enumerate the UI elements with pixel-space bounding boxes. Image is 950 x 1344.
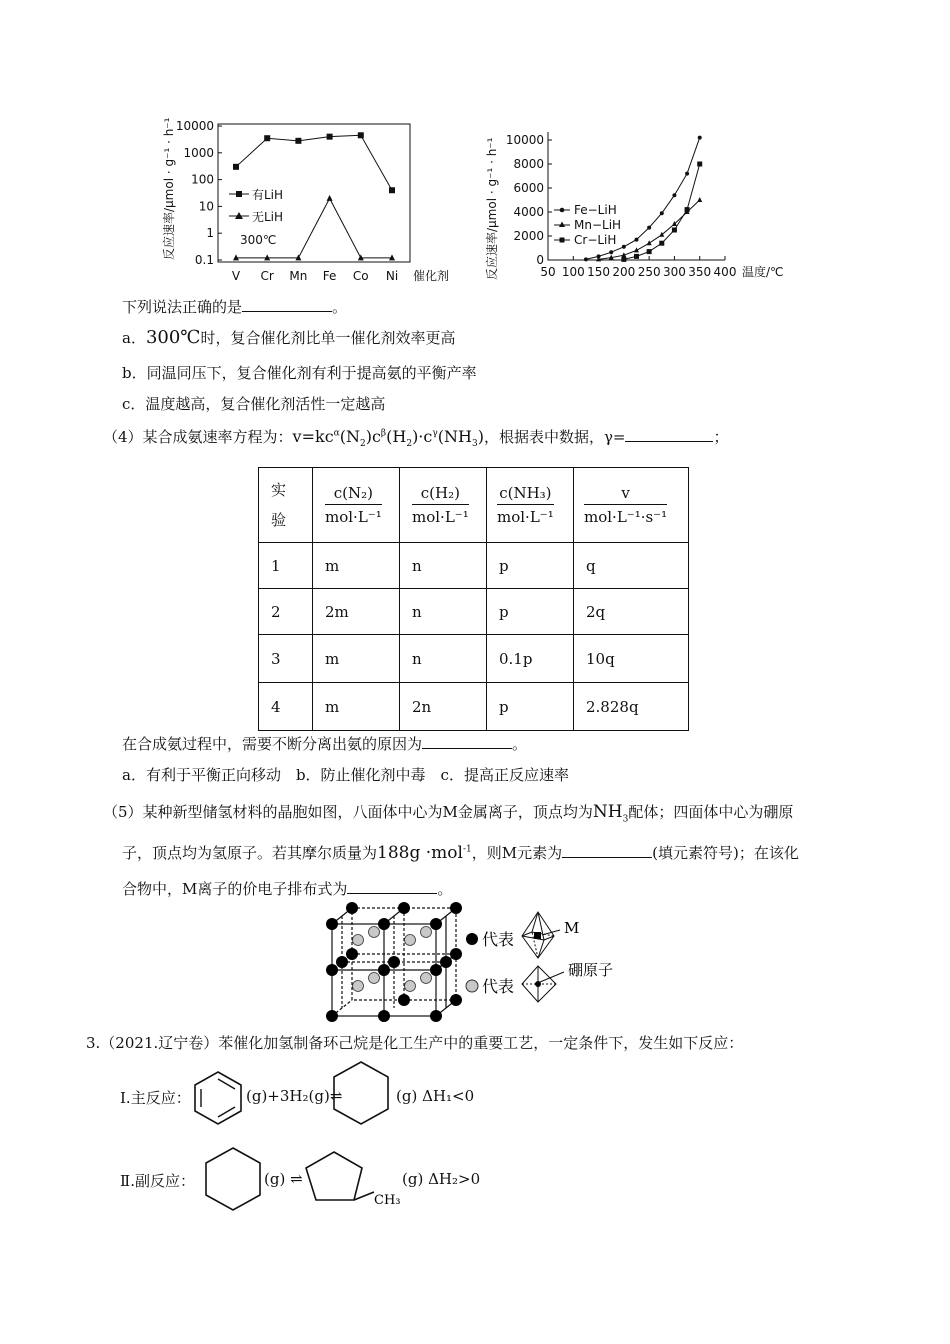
q4-followup: 在合成氨过程中，需要不断分离出氨的原因为 。 (122, 735, 528, 753)
table-row (259, 683, 689, 731)
metal-ion-atom (326, 1010, 338, 1022)
cell: 3 (259, 635, 313, 683)
data-point (609, 250, 613, 254)
x-tick-label: 150 (587, 265, 611, 279)
metal-ion-atom (430, 1010, 442, 1022)
y-tick-label: 100 (191, 172, 214, 187)
data-point (634, 254, 639, 259)
data-point (295, 138, 301, 144)
q5-line-1: （5）某种新型储氢材料的晶胞如图，八面体中心为M金属离子，顶点均为$NH_3$配体；四面体中心为硼原 (103, 802, 794, 825)
data-point (622, 245, 626, 249)
cell: n (400, 589, 487, 635)
main-reaction-end: (g) ΔH₁<0 (396, 1087, 475, 1105)
metal-ion-atom (398, 902, 410, 914)
x-tick-label: Fe (322, 269, 337, 283)
side-reaction-label: Ⅱ.副反应： (120, 1172, 195, 1190)
y-tick-label: 10000 (175, 119, 214, 133)
header-c-n2: $\frac{\text{c(N₂)}}{\text{mol·L⁻¹}}$ (313, 468, 400, 543)
cell: m (313, 683, 400, 731)
q3-prompt: 下列说法正确的是 。 (122, 298, 348, 316)
data-point (697, 162, 702, 167)
boron-atom (353, 935, 364, 946)
x-tick-label: 100 (561, 265, 585, 279)
chart1-xlabel: 催化剂 (413, 269, 450, 283)
cell: 2.828q (574, 683, 689, 731)
data-point (647, 240, 652, 245)
data-point (358, 132, 364, 138)
data-point (621, 257, 626, 262)
answer-blank[interactable] (242, 297, 332, 312)
y-tick-label: 2000 (513, 229, 544, 243)
data-point (672, 193, 676, 197)
element-answer-blank[interactable] (562, 843, 652, 858)
data-point (358, 254, 364, 260)
y-tick-label: 1 (206, 226, 214, 241)
y-tick-label: 1000 (183, 145, 214, 160)
table-row (259, 635, 689, 683)
x-tick-label: Cr (260, 269, 274, 283)
answer-blank[interactable] (422, 734, 512, 749)
data-point (697, 197, 702, 202)
boron-atom (405, 935, 416, 946)
data-point (672, 228, 677, 233)
data-point (295, 254, 301, 260)
data-point (685, 207, 690, 212)
cyclohexane-structure-icon (330, 1058, 392, 1128)
data-point (233, 164, 239, 170)
q3-option-b: b．同温同压下，复合催化剂有利于提高氨的平衡产率 (122, 364, 477, 382)
data-point (635, 238, 639, 242)
label-boron: 硼原子 (568, 961, 614, 979)
cell: 0.1p (487, 635, 574, 683)
boron-atom (353, 981, 364, 992)
cell: 10q (574, 635, 689, 683)
data-point (685, 172, 689, 176)
chart1-legend-0: 有LiH (252, 188, 284, 202)
metal-ion-atom (398, 994, 410, 1006)
x-tick-label: 400 (713, 265, 737, 279)
chart2-legend-0: Fe−LiH (574, 203, 617, 217)
x-tick-label: 350 (688, 265, 712, 279)
side-reaction-end: (g) ΔH₂>0 (402, 1170, 481, 1188)
legend-square-marker (236, 191, 242, 197)
data-point (659, 241, 664, 246)
metal-ion-atom (326, 964, 338, 976)
main-reaction-label: Ⅰ.主反应： (120, 1089, 191, 1107)
cell: n (400, 543, 487, 589)
boron-atom (421, 973, 432, 984)
q4-prompt: （4）某合成氨速率方程为：$v=kc^\alpha(N_2)c^\beta(H_2)\cdot c^\gamma(NH_3)$，根据表中数据，γ= ； (103, 427, 729, 450)
chart1-ylabel: 反应速率/μmol · g⁻¹ · h⁻¹ (162, 117, 176, 260)
table-header-row (259, 468, 689, 543)
catalyst-rate-chart (155, 112, 475, 288)
legend-square-marker (560, 238, 565, 243)
header-v: $\frac{v}{\text{mol·L⁻¹·s⁻¹}}$ (574, 468, 689, 543)
data-point (659, 232, 664, 237)
x-tick-label: Ni (385, 269, 399, 283)
data-point (698, 136, 702, 140)
metal-ion-atom (378, 964, 390, 976)
header-experiment: 实 验 (259, 468, 313, 543)
data-point (647, 226, 651, 230)
q3-option-c: c．温度越高，复合催化剂活性一定越高 (122, 395, 386, 413)
y-tick-label: 10 (198, 199, 214, 214)
metal-ion-atom (326, 918, 338, 930)
chart2-ylabel: 反应速率/μmol · g⁻¹ · h⁻¹ (485, 137, 499, 280)
y-tick-label: 4000 (513, 205, 544, 219)
chart2-legend-2: Cr−LiH (574, 233, 617, 247)
cell: 4 (259, 683, 313, 731)
cell: p (487, 683, 574, 731)
q5-line-2: 子，顶点均为氢原子。若其摩尔质量为188g ·mol$^{-1}$，则M元素为 (填元素符号)；在该化 (122, 843, 799, 863)
series-line-1 (236, 198, 392, 258)
data-point (389, 254, 395, 260)
metal-ion-atom (450, 948, 462, 960)
metal-ion-atom (430, 918, 442, 930)
chart1-annotation: 300℃ (240, 233, 277, 247)
ch3-label: CH₃ (374, 1193, 401, 1208)
metal-ion-atom (440, 956, 452, 968)
data-point (389, 187, 395, 193)
chart2-xlabel: 温度/℃ (742, 265, 784, 279)
metal-ion-atom (346, 902, 358, 914)
x-tick-label: 50 (540, 265, 556, 279)
legend-black-text: 代表 (482, 930, 515, 949)
methylcyclopentane-structure-icon (300, 1146, 408, 1214)
metal-ion-atom (336, 956, 348, 968)
cell: m (313, 635, 400, 683)
metal-ion-atom (430, 964, 442, 976)
x-tick-label: 200 (612, 265, 636, 279)
boron-atom (405, 981, 416, 992)
x-tick-label: Mn (289, 269, 308, 283)
cell: q (574, 543, 689, 589)
chart2-legend-1: Mn−LiH (574, 218, 622, 232)
data-point (327, 134, 333, 140)
cell: m (313, 543, 400, 589)
x-tick-label: Co (352, 269, 369, 283)
metal-ion-atom (378, 1010, 390, 1022)
data-point (327, 195, 333, 201)
metal-ion-atom (346, 948, 358, 960)
cell: 2m (313, 589, 400, 635)
cell: n (400, 635, 487, 683)
benzene-structure-icon (190, 1068, 246, 1128)
data-point (660, 211, 664, 215)
data-point (584, 257, 588, 261)
rate-data-table (258, 467, 689, 731)
data-point (647, 249, 652, 254)
legend-triangle-marker (559, 222, 565, 228)
molar-mass: 188g ·mol$^{-1}$ (377, 843, 472, 863)
temperature-rate-chart (480, 122, 800, 284)
cell: 2n (400, 683, 487, 731)
cell: p (487, 543, 574, 589)
nh3-formula: $NH_3$ (592, 802, 629, 825)
y-tick-label: 8000 (513, 157, 544, 171)
legend-grey-atom (466, 980, 478, 992)
y-tick-label: 0.1 (194, 253, 214, 267)
main-reaction-mid: (g)+3H₂(g)⇌ (246, 1087, 343, 1105)
y-tick-label: 10000 (505, 133, 544, 147)
data-point (264, 135, 270, 141)
x-tick-label: 250 (637, 265, 661, 279)
q5-line-3: 合物中，M离子的价电子排布式为 。 (122, 880, 453, 898)
q3-option-a: a．300℃时，复合催化剂比单一催化剂效率更高 (122, 327, 456, 348)
unit-cell-diagram (320, 902, 630, 1022)
gamma-answer-blank[interactable] (625, 427, 713, 442)
rate-equation: $v=kc^\alpha(N_2)c^\beta(H_2)\cdot c^\gamma(NH_3)$ (292, 427, 484, 450)
legend-black-atom (466, 933, 478, 945)
metal-ion-atom (388, 956, 400, 968)
boron-atom (369, 973, 380, 984)
cell: 2q (574, 589, 689, 635)
metal-ion-atom (450, 994, 462, 1006)
legend-grey-text: 代表 (482, 977, 515, 996)
header-c-nh3: $\frac{\text{c(NH₃)}}{\text{mol·L⁻¹}}$ (487, 468, 574, 543)
cell: p (487, 589, 574, 635)
x-tick-label: V (231, 269, 241, 283)
data-point (264, 254, 270, 260)
m-center-marker (534, 932, 541, 939)
chart1-legend-1: 无LiH (252, 210, 284, 224)
table-row (259, 543, 689, 589)
label-m: M (564, 919, 580, 937)
data-point (233, 254, 239, 260)
config-answer-blank[interactable] (347, 879, 437, 894)
q4-followup-options: a．有利于平衡正向移动 b．防止催化剂中毒 c．提高正反应速率 (122, 766, 569, 784)
boron-atom (421, 927, 432, 938)
series-line-0 (236, 135, 392, 190)
cyclohexane-structure-icon (202, 1144, 264, 1214)
legend-dot-marker (560, 208, 565, 213)
cell: 1 (259, 543, 313, 589)
header-c-h2: $\frac{\text{c(H₂)}}{\text{mol·L⁻¹}}$ (400, 468, 487, 543)
metal-ion-atom (450, 902, 462, 914)
boron-atom (369, 927, 380, 938)
side-reaction-mid: (g) ⇌ (264, 1170, 303, 1188)
y-tick-label: 0 (536, 253, 544, 267)
cell: 2 (259, 589, 313, 635)
x-tick-label: 300 (662, 265, 686, 279)
y-tick-label: 6000 (513, 181, 544, 195)
table-row (259, 589, 689, 635)
q6-header: 3.（2021.辽宁卷）苯催化加氢制备环己烷是化工生产中的重要工艺，一定条件下，发生如下反应： (86, 1034, 744, 1052)
metal-ion-atom (378, 918, 390, 930)
